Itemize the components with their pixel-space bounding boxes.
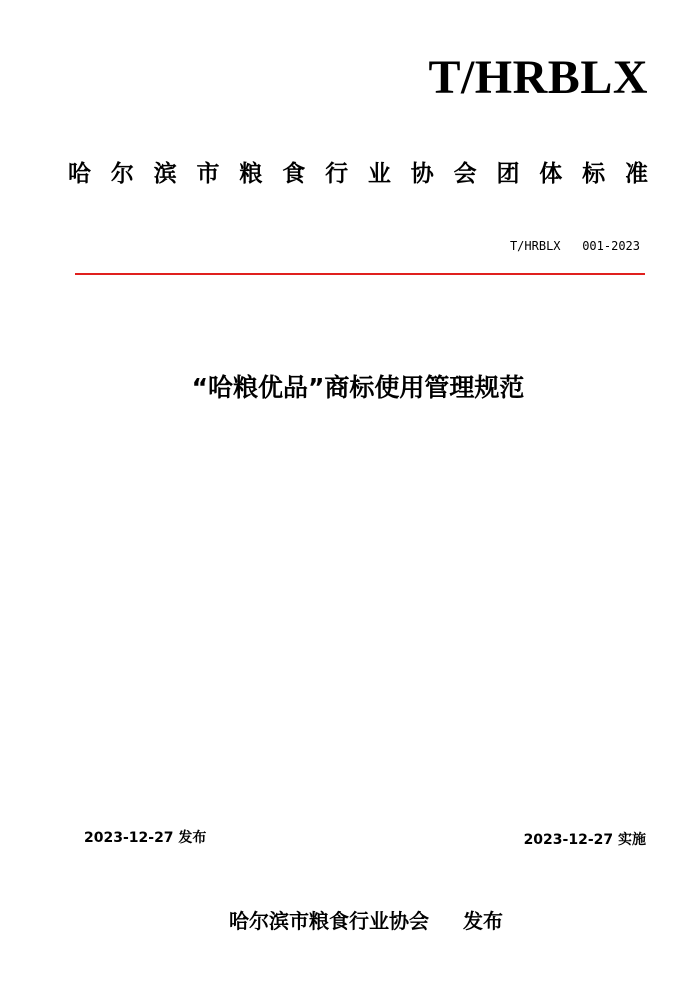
standard-code-heading: T/HRBLX [428,51,648,104]
org-char: 市 [196,161,220,187]
document-title: “哈粮优品”商标使用管理规范 [191,373,525,402]
org-char: 团 [496,161,520,187]
org-char: 会 [453,161,477,187]
org-char: 粮 [239,161,263,187]
header-divider [75,273,645,275]
org-char: 尔 [110,161,134,187]
org-char: 业 [367,161,391,187]
org-char: 标 [582,161,606,187]
org-char: 哈 [68,161,91,187]
org-char: 行 [325,161,349,187]
implement-date: 2023-12-27 实施 [523,832,646,848]
publisher-name: 哈尔滨市粮食行业协会 [228,909,429,933]
standard-number: T/HRBLX 001-2023 [509,239,640,253]
org-char: 体 [539,161,563,187]
publisher-line [0,876,700,936]
org-char: 协 [410,161,434,187]
organization-standard-heading [68,158,648,190]
publish-date: 2023-12-27 发布 [84,830,207,846]
org-char: 食 [282,161,306,187]
org-char: 滨 [153,161,177,187]
org-char: 准 [624,161,648,187]
publisher-action: 发布 [462,909,503,933]
